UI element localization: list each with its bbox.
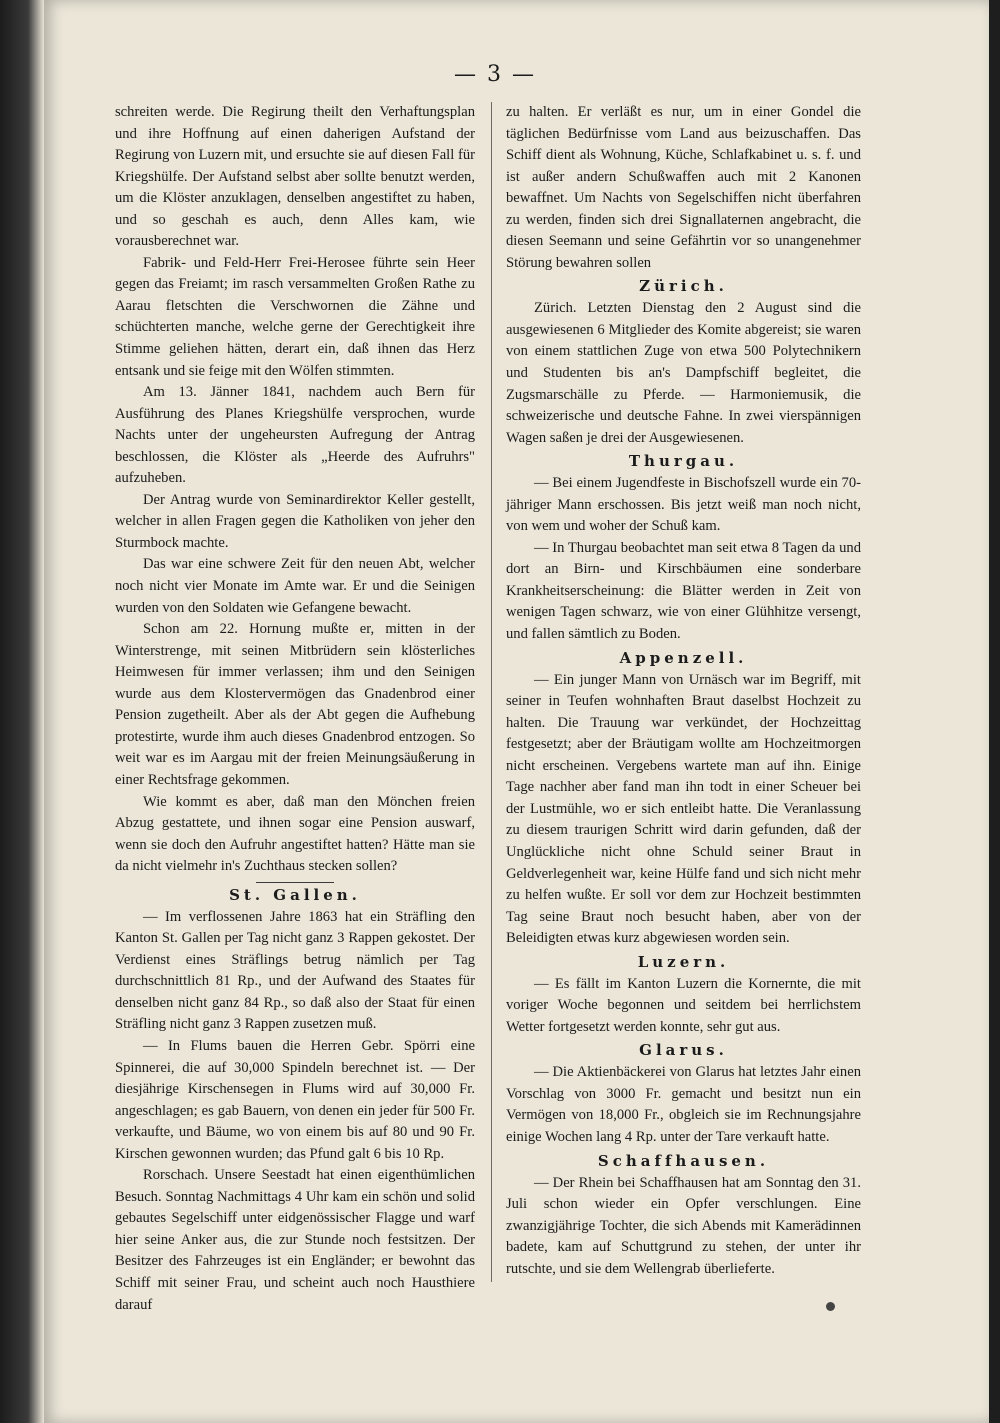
paragraph: — Es fällt im Kanton Luzern die Kornernte, die mit voriger Woche begonnen und seitdem bei herrlichstem Wetter fortgesetzt werden konnte, sehr gut aus. bbox=[506, 975, 861, 1035]
paragraph: — Bei einem Jugendfeste in Bischofszell wurde ein 70-jähriger Mann erschossen. Bis jetzt weiß man noch nicht, von wem und woher der Schuß kam. bbox=[506, 475, 861, 535]
page-edge-shadow bbox=[989, 0, 1000, 1423]
paragraph: Zürich. Letzten Dienstag den 2 August sind die ausgewiesenen 6 Mitglieder des Komite abgereist; sie waren von einem stattlichen Zuge von etwa 500 Polytechnikern und Studenten bis an's Dampfschiff begleitet, die Zugsmarschälle zu Pferde. — Harmoniemusik, die schweizerische und deutsche Fahne. In zwei vierspännigen Wagen saßen je drei der Ausgewiesenen. bbox=[506, 300, 861, 446]
right-column bbox=[506, 102, 861, 1280]
section-heading-appenzell: Appenzell. bbox=[619, 648, 748, 667]
section-heading-thurgau: Thurgau. bbox=[628, 452, 739, 471]
section-heading-st-gallen: St. Gallen. bbox=[229, 885, 361, 904]
paragraph: Rorschach. Unsere Seestadt hat einen eigenthümlichen Besuch. Sonntag Nachmittags 4 Uhr kam ein schön und solid gebautes Segelschiff unter eidgenössischer Flagge und warf hier seine Anker aus, die zur Stunde noch festsitzen. Der Besitzer des Fahrzeuges ist ein Engländer; er bewohnt das Schiff mit seiner Frau, und scheint auch noch Hausthiere darauf bbox=[115, 1167, 475, 1313]
section-heading-luzern: Luzern. bbox=[637, 952, 730, 971]
paragraph: — Im verflossenen Jahre 1863 hat ein Sträfling den Kanton St. Gallen per Tag nicht ganz 3 Rappen gekostet. Der Verdienst eines Sträflings betrug nämlich per Tag durchschnittlich 81 Rp., und der Aufwand des Staates für denselben nicht ganz 84 Rp., so daß also der Staat für einen Sträfling nicht ganz 3 Rappen zusetzen muß. bbox=[115, 908, 475, 1033]
paragraph: Das war eine schwere Zeit für den neuen Abt, welcher noch nicht vier Monate im Amte war. Er und die Seinigen wurden von den Soldaten wie Gefangene bewacht. bbox=[115, 556, 475, 616]
paragraph: zu halten. Er verläßt es nur, um in einer Gondel die täglichen Bedürfnisse vom Land aus beizuschaffen. Das Schiff dient als Wohnung, Küche, Schlafkabinet u. s. f. und ist außer andern Schußwaffen auch mit 2 Kanonen bewaffnet. Um Nachts von Segelschiffen nicht überfahren zu werden, finden sich drei Signallaternen angebracht, die diesen Seemann und seine Gefährtin vor so unangenehmer Störung bewahren sollen bbox=[506, 104, 861, 271]
column-divider bbox=[491, 102, 492, 1282]
section-heading-glarus: Glarus. bbox=[639, 1041, 728, 1060]
section-heading-zuerich: Zürich. bbox=[639, 277, 728, 296]
paragraph: — Ein junger Mann von Urnäsch war im Begriff, mit seiner in Teufen wohnhaften Braut daselbst Hochzeit zu halten. Die Trauung war verkündet, der Hochzeittag festgesetzt; aber der Bräutigam wollte am Hochzeitmorgen nicht erscheinen. Vergebens wartete man auf ihn. Einige Tage nachher aber fand man ihn todt in einer Scheuer bei der Lustmühle, wo er sich entleibt hatte. Die Veranlassung zu diesem traurigen Schritt wird darin gefunden, daß der Unglückliche nicht ohne Schuld seiner Braut in Geldverlegenheit war, keine Hülfe fand und sich nicht mehr zu helfen wußte. Er soll vor dem zur Hochzeit bestimmten Tag seine Braut noch besucht haben, aber von der Beleidigten etwas kurz abgewiesen worden sein. bbox=[506, 671, 861, 947]
paragraph: — In Thurgau beobachtet man seit etwa 8 Tagen da und dort an Birn- und Kirschbäumen eine sonderbare Krankheitserscheinung: die Blätter werden in Zeit von wenigen Tagen schwarz, wie von einer Glühhitze versengt, und fallen sämtlich zu Boden. bbox=[506, 539, 861, 643]
paragraph: Fabrik- und Feld-Herr Frei-Herosee führte sein Heer gegen das Freiamt; im rasch versammelten Großen Rathe zu Aarau fletschten die Verschwornen die Zähne und schüchterten manche, welche gerne der Gerechtigkeit ihre Stimme geliehen hätten, derart ein, daß ihnen das Herz entsank und sie feige mit den Wölfen stimmten. bbox=[115, 254, 475, 379]
paragraph: Schon am 22. Hornung mußte er, mitten in der Winterstrenge, mit seinen Mitbrüdern sein klösterliches Heimwesen für immer verlassen; ihm und den Seinigen wurde aus dem Klostervermögen das Gnadenbrod einer Pension zugetheilt. Aber als der Abt gegen die Aufhebung protestirte, wurde ihm auch dieses Gnadenbrod entzogen. So weit war es im Aargau mit der freien Meinungsäußerung in einer Rechtsfrage gekommen. bbox=[115, 621, 475, 788]
paragraph: Am 13. Jänner 1841, nachdem auch Bern für Ausführung des Planes Kriegshülfe versprochen, wurde Nachts unter der ungeheursten Aufregung der Antrag beschlossen, die Klöster als „Heerde des Aufruhrs" aufzuheben. bbox=[115, 384, 475, 487]
paragraph: — Die Aktienbäckerei von Glarus hat letztes Jahr einen Vorschlag von 3000 Fr. gemacht und besitzt nun ein Vermögen von 18,000 Fr., obgleich sie im Rechnungsjahre einige Wochen lang 4 Rp. unter der Tare verkauft hatte. bbox=[506, 1064, 861, 1145]
paragraph: schreiten werde. Die Regirung theilt den Verhaftungsplan und ihre Hoffnung auf einen daherigen Aufstand der Regirung von Luzern mit, und ersuchte sie auf diesen Fall für Kriegshülfe. Der Aufstand selbst aber sollte benutzt werden, um die Klöster anzuklagen, denselben angestiftet zu haben, und so geschah es auch, denn Alles kam, wie vorausberechnet war. bbox=[115, 104, 475, 250]
paragraph: Wie kommt es aber, daß man den Mönchen freien Abzug gestattete, und ihnen sogar eine Pension auswarf, wenn sie doch den Aufruhr angestiftet hatten? Hätte man sie da nicht vielmehr in's Zuchthaus stecken sollen? bbox=[115, 793, 475, 875]
section-heading-schaffhausen: Schaffhausen. bbox=[597, 1151, 770, 1170]
paragraph: — In Flums bauen die Herren Gebr. Spörri eine Spinnerei, die auf 30,000 Spindeln berechnet ist. — Der diesjährige Kirschensegen in Flums wird auf 30,000 Fr. angeschlagen; es gab Bauern, von denen ein jeder für 500 Fr. verkaufte, und Bäume, wo von einem bis auf 80 und 90 Fr. Kirschen gewonnen wurden; das Pfund galt 6 bis 10 Rp. bbox=[115, 1037, 475, 1162]
paragraph: — Der Rhein bei Schaffhausen hat am Sonntag den 31. Juli schon wieder ein Opfer verschlungen. Eine zwanzigjährige Tochter, die sich Abends mit Kamerädinnen badete, kam auf Schuttgrund zu stehen, der unter ihr rutschte, und sie dem Wellengrab überlieferte. bbox=[506, 1174, 861, 1277]
paragraph: Der Antrag wurde von Seminardirektor Keller gestellt, welcher in allen Fragen gegen die Katholiken von jeher den Sturmbock machte. bbox=[115, 491, 475, 551]
ink-blot bbox=[826, 1302, 835, 1311]
left-column bbox=[115, 102, 475, 1316]
section-divider bbox=[256, 882, 334, 883]
page-number: — 3 — bbox=[454, 62, 536, 87]
